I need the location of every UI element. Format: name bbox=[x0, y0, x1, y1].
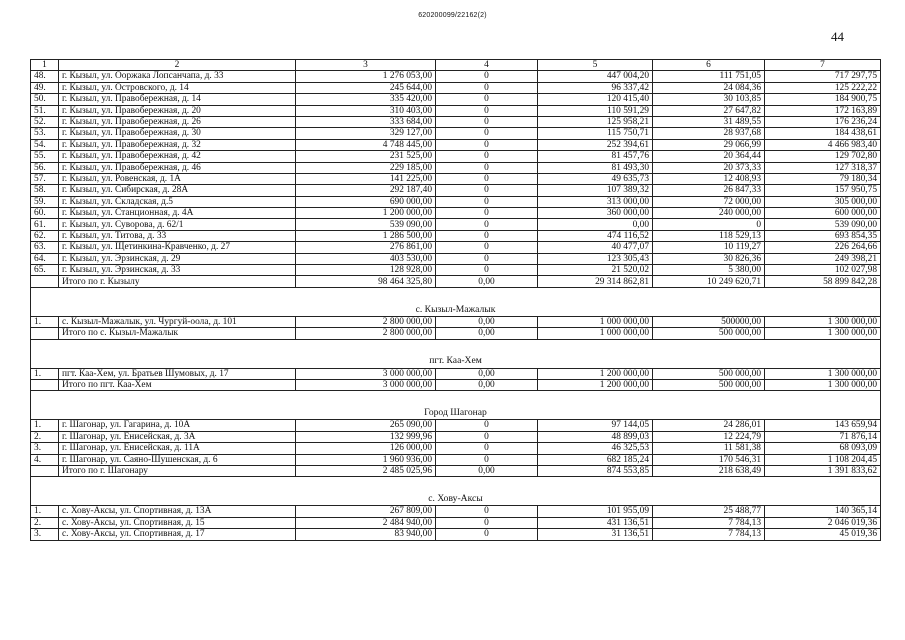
amount-cell: 313 000,00 bbox=[538, 196, 653, 207]
amount-cell: 693 854,35 bbox=[765, 230, 881, 241]
spacer-cell bbox=[31, 339, 881, 356]
address-cell: г. Шагонар, ул. Енисейская, д. 11А bbox=[59, 443, 296, 454]
amount-cell: 79 180,34 bbox=[765, 173, 881, 184]
address-cell: г. Кызыл, ул. Правобережная, д. 32 bbox=[59, 139, 296, 150]
row-number: 3. bbox=[31, 529, 59, 540]
address-cell: г. Кызыл, ул. Эрзинская, д. 29 bbox=[59, 253, 296, 264]
amount-cell: 0 bbox=[436, 151, 538, 162]
address-cell: г. Кызыл, ул. Сибирская, д. 28А bbox=[59, 185, 296, 196]
total-amount-cell: 0,00 bbox=[436, 465, 538, 476]
row-number: 52. bbox=[31, 116, 59, 127]
row-number: 3. bbox=[31, 443, 59, 454]
amount-cell: 1 200 000,00 bbox=[538, 368, 653, 379]
section-spacer bbox=[31, 477, 881, 494]
amount-cell: 0 bbox=[436, 265, 538, 276]
table-row bbox=[31, 517, 881, 528]
amount-cell: 305 000,00 bbox=[765, 196, 881, 207]
table-row bbox=[31, 139, 881, 150]
address-cell: г. Кызыл, ул. Эрзинская, д. 33 bbox=[59, 265, 296, 276]
row-number: 1. bbox=[31, 506, 59, 517]
row-number: 1. bbox=[31, 316, 59, 327]
table-row bbox=[31, 242, 881, 253]
column-number: 5 bbox=[538, 60, 653, 71]
amount-cell: 0,00 bbox=[538, 219, 653, 230]
amount-cell: 0 bbox=[436, 529, 538, 540]
amount-cell: 245 644,00 bbox=[296, 82, 436, 93]
amount-cell: 110 591,29 bbox=[538, 105, 653, 116]
total-amount-cell: 500 000,00 bbox=[653, 328, 765, 339]
amount-cell: 0 bbox=[436, 208, 538, 219]
total-amount-cell: 3 000 000,00 bbox=[296, 379, 436, 390]
amount-cell: 81 493,30 bbox=[538, 162, 653, 173]
amount-cell: 24 084,36 bbox=[653, 82, 765, 93]
amount-cell: 1 108 204,45 bbox=[765, 454, 881, 465]
amount-cell: 157 950,75 bbox=[765, 185, 881, 196]
total-amount-cell: 874 553,85 bbox=[538, 465, 653, 476]
section-heading: с. Хову-Аксы bbox=[31, 493, 881, 506]
total-amount-cell: 0,00 bbox=[436, 328, 538, 339]
address-cell: г. Кызыл, ул. Правобережная, д. 14 bbox=[59, 94, 296, 105]
total-label: Итого по пгт. Каа-Хем bbox=[59, 379, 296, 390]
row-number: 1. bbox=[31, 368, 59, 379]
total-amount-cell: 1 000 000,00 bbox=[538, 328, 653, 339]
amount-cell: 333 684,00 bbox=[296, 116, 436, 127]
row-number: 59. bbox=[31, 196, 59, 207]
address-cell: с. Хову-Аксы, ул. Спортивная, д. 13А bbox=[59, 506, 296, 517]
column-number: 4 bbox=[436, 60, 538, 71]
total-row bbox=[31, 328, 881, 339]
address-cell: с. Хову-Аксы, ул. Спортивная, д. 15 bbox=[59, 517, 296, 528]
amount-cell: 4 748 445,00 bbox=[296, 139, 436, 150]
table-row bbox=[31, 316, 881, 327]
address-cell: г. Кызыл, ул. Суворова, д. 62/1 bbox=[59, 219, 296, 230]
row-number: 1. bbox=[31, 420, 59, 431]
amount-cell: 360 000,00 bbox=[538, 208, 653, 219]
total-amount-cell: 98 464 325,80 bbox=[296, 276, 436, 287]
amount-cell: 20 364,44 bbox=[653, 151, 765, 162]
table-row bbox=[31, 368, 881, 379]
amount-cell: 120 415,40 bbox=[538, 94, 653, 105]
amount-cell: 127 318,37 bbox=[765, 162, 881, 173]
document-id: 620200099/22162(2) bbox=[418, 12, 487, 19]
row-number: 65. bbox=[31, 265, 59, 276]
address-cell: г. Кызыл, ул. Правобережная, д. 20 bbox=[59, 105, 296, 116]
amount-cell: 115 750,71 bbox=[538, 128, 653, 139]
spacer-cell bbox=[31, 477, 881, 494]
amount-cell: 0 bbox=[436, 162, 538, 173]
table-row bbox=[31, 94, 881, 105]
amount-cell: 0 bbox=[436, 242, 538, 253]
address-cell: с. Хову-Аксы, ул. Спортивная, д. 17 bbox=[59, 529, 296, 540]
table-row bbox=[31, 230, 881, 241]
amount-cell: 265 090,00 bbox=[296, 420, 436, 431]
amount-cell: 123 305,43 bbox=[538, 253, 653, 264]
address-cell: г. Кызыл, ул. Ровенская, д. 1А bbox=[59, 173, 296, 184]
amount-cell: 31 489,55 bbox=[653, 116, 765, 127]
table-row bbox=[31, 71, 881, 82]
amount-cell: 24 286,01 bbox=[653, 420, 765, 431]
total-amount-cell: 1 300 000,00 bbox=[765, 379, 881, 390]
amount-cell: 267 809,00 bbox=[296, 506, 436, 517]
amount-cell: 231 525,00 bbox=[296, 151, 436, 162]
table-row bbox=[31, 116, 881, 127]
amount-cell: 126 000,00 bbox=[296, 443, 436, 454]
amount-cell: 48 899,03 bbox=[538, 431, 653, 442]
row-number: 63. bbox=[31, 242, 59, 253]
amount-cell: 28 937,68 bbox=[653, 128, 765, 139]
amount-cell: 2 046 019,36 bbox=[765, 517, 881, 528]
total-label: Итого по с. Кызыл-Мажалык bbox=[59, 328, 296, 339]
table-row bbox=[31, 454, 881, 465]
row-number: 53. bbox=[31, 128, 59, 139]
total-amount-cell: 58 899 842,28 bbox=[765, 276, 881, 287]
amount-cell: 0,00 bbox=[436, 368, 538, 379]
amount-cell: 0 bbox=[436, 185, 538, 196]
amount-cell: 40 477,07 bbox=[538, 242, 653, 253]
section-heading-row bbox=[31, 493, 881, 506]
amount-cell: 7 784,13 bbox=[653, 529, 765, 540]
amount-cell: 71 876,14 bbox=[765, 431, 881, 442]
amount-cell: 170 546,31 bbox=[653, 454, 765, 465]
table-row bbox=[31, 151, 881, 162]
amount-cell: 143 659,94 bbox=[765, 420, 881, 431]
address-cell: г. Кызыл, ул. Титова, д. 33 bbox=[59, 230, 296, 241]
amount-cell: 132 999,96 bbox=[296, 431, 436, 442]
row-number: 64. bbox=[31, 253, 59, 264]
amount-cell: 403 530,00 bbox=[296, 253, 436, 264]
amount-cell: 474 116,52 bbox=[538, 230, 653, 241]
section-heading-row bbox=[31, 407, 881, 420]
amount-cell: 118 529,13 bbox=[653, 230, 765, 241]
total-amount-cell: 0,00 bbox=[436, 379, 538, 390]
row-number: 61. bbox=[31, 219, 59, 230]
amount-cell: 128 928,00 bbox=[296, 265, 436, 276]
amount-cell: 97 144,05 bbox=[538, 420, 653, 431]
amount-cell: 447 004,20 bbox=[538, 71, 653, 82]
row-number: 55. bbox=[31, 151, 59, 162]
row-number: 56. bbox=[31, 162, 59, 173]
table-row bbox=[31, 173, 881, 184]
spacer-cell bbox=[31, 287, 881, 304]
amount-cell: 310 403,00 bbox=[296, 105, 436, 116]
section-spacer bbox=[31, 287, 881, 304]
row-number: 4. bbox=[31, 454, 59, 465]
section-heading: пгт. Каа-Хем bbox=[31, 356, 881, 369]
column-number: 6 bbox=[653, 60, 765, 71]
column-number: 2 bbox=[59, 60, 296, 71]
total-amount-cell: 2 485 025,96 bbox=[296, 465, 436, 476]
amount-cell: 0 bbox=[653, 219, 765, 230]
amount-cell: 2 800 000,00 bbox=[296, 316, 436, 327]
amount-cell: 0 bbox=[436, 454, 538, 465]
total-row bbox=[31, 465, 881, 476]
section-heading: с. Кызыл-Мажалык bbox=[31, 304, 881, 317]
address-cell: г. Шагонар, ул. Енисейская, д. 3А bbox=[59, 431, 296, 442]
address-cell: с. Кызыл-Мажалык, ул. Чургуй-оола, д. 101 bbox=[59, 316, 296, 327]
amount-cell: 500000,00 bbox=[653, 316, 765, 327]
total-row bbox=[31, 276, 881, 287]
amount-cell: 226 264,66 bbox=[765, 242, 881, 253]
row-number: 54. bbox=[31, 139, 59, 150]
row-number: 62. bbox=[31, 230, 59, 241]
amount-cell: 600 000,00 bbox=[765, 208, 881, 219]
row-number: 58. bbox=[31, 185, 59, 196]
amount-cell: 184 438,61 bbox=[765, 128, 881, 139]
budget-table bbox=[30, 59, 881, 541]
amount-cell: 0 bbox=[436, 443, 538, 454]
total-amount-cell: 0,00 bbox=[436, 276, 538, 287]
amount-cell: 4 466 983,40 bbox=[765, 139, 881, 150]
amount-cell: 29 066,99 bbox=[653, 139, 765, 150]
total-amount-cell: 1 300 000,00 bbox=[765, 328, 881, 339]
amount-cell: 3 000 000,00 bbox=[296, 368, 436, 379]
amount-cell: 1 300 000,00 bbox=[765, 316, 881, 327]
amount-cell: 0 bbox=[436, 230, 538, 241]
amount-cell: 1 276 053,00 bbox=[296, 71, 436, 82]
amount-cell: 0 bbox=[436, 82, 538, 93]
total-empty-cell bbox=[31, 328, 59, 339]
page-number: 44 bbox=[831, 29, 844, 44]
total-amount-cell: 2 800 000,00 bbox=[296, 328, 436, 339]
amount-cell: 0 bbox=[436, 420, 538, 431]
amount-cell: 141 225,00 bbox=[296, 173, 436, 184]
amount-cell: 25 488,77 bbox=[653, 506, 765, 517]
amount-cell: 0 bbox=[436, 94, 538, 105]
amount-cell: 249 398,21 bbox=[765, 253, 881, 264]
amount-cell: 12 408,93 bbox=[653, 173, 765, 184]
address-cell: г. Кызыл, ул. Правобережная, д. 46 bbox=[59, 162, 296, 173]
amount-cell: 72 000,00 bbox=[653, 196, 765, 207]
table-row bbox=[31, 253, 881, 264]
amount-cell: 0 bbox=[436, 128, 538, 139]
amount-cell: 68 093,09 bbox=[765, 443, 881, 454]
address-cell: г. Кызыл, ул. Складская, д.5 bbox=[59, 196, 296, 207]
amount-cell: 717 297,75 bbox=[765, 71, 881, 82]
amount-cell: 125 222,22 bbox=[765, 82, 881, 93]
total-empty-cell bbox=[31, 465, 59, 476]
amount-cell: 0 bbox=[436, 105, 538, 116]
amount-cell: 252 394,61 bbox=[538, 139, 653, 150]
amount-cell: 229 185,00 bbox=[296, 162, 436, 173]
amount-cell: 140 365,14 bbox=[765, 506, 881, 517]
amount-cell: 1 000 000,00 bbox=[538, 316, 653, 327]
amount-cell: 125 958,21 bbox=[538, 116, 653, 127]
amount-cell: 101 955,09 bbox=[538, 506, 653, 517]
table-row bbox=[31, 443, 881, 454]
table-row bbox=[31, 219, 881, 230]
total-amount-cell: 29 314 862,81 bbox=[538, 276, 653, 287]
amount-cell: 107 389,32 bbox=[538, 185, 653, 196]
address-cell: г. Кызыл, ул. Островского, д. 14 bbox=[59, 82, 296, 93]
total-row bbox=[31, 379, 881, 390]
amount-cell: 2 484 940,00 bbox=[296, 517, 436, 528]
amount-cell: 0 bbox=[436, 253, 538, 264]
table-row bbox=[31, 506, 881, 517]
amount-cell: 11 581,38 bbox=[653, 443, 765, 454]
table-row bbox=[31, 208, 881, 219]
amount-cell: 46 325,53 bbox=[538, 443, 653, 454]
column-number-row bbox=[31, 60, 881, 71]
table-row bbox=[31, 431, 881, 442]
row-number: 60. bbox=[31, 208, 59, 219]
total-label: Итого по г. Шагонару bbox=[59, 465, 296, 476]
amount-cell: 30 826,36 bbox=[653, 253, 765, 264]
address-cell: г. Кызыл, ул. Станционная, д. 4А bbox=[59, 208, 296, 219]
amount-cell: 1 200 000,00 bbox=[296, 208, 436, 219]
table-row bbox=[31, 265, 881, 276]
amount-cell: 0 bbox=[436, 506, 538, 517]
amount-cell: 30 103,85 bbox=[653, 94, 765, 105]
column-number: 7 bbox=[765, 60, 881, 71]
amount-cell: 102 027,98 bbox=[765, 265, 881, 276]
amount-cell: 0 bbox=[436, 431, 538, 442]
amount-cell: 26 847,33 bbox=[653, 185, 765, 196]
amount-cell: 276 861,00 bbox=[296, 242, 436, 253]
amount-cell: 0 bbox=[436, 71, 538, 82]
amount-cell: 690 000,00 bbox=[296, 196, 436, 207]
amount-cell: 329 127,00 bbox=[296, 128, 436, 139]
total-amount-cell: 10 249 620,71 bbox=[653, 276, 765, 287]
table-row bbox=[31, 82, 881, 93]
amount-cell: 83 940,00 bbox=[296, 529, 436, 540]
address-cell: г. Кызыл, ул. Правобережная, д. 42 bbox=[59, 151, 296, 162]
table-row bbox=[31, 196, 881, 207]
amount-cell: 176 236,24 bbox=[765, 116, 881, 127]
address-cell: г. Шагонар, ул. Гагарина, д. 10А bbox=[59, 420, 296, 431]
amount-cell: 431 136,51 bbox=[538, 517, 653, 528]
amount-cell: 111 751,05 bbox=[653, 71, 765, 82]
amount-cell: 49 635,73 bbox=[538, 173, 653, 184]
row-number: 49. bbox=[31, 82, 59, 93]
amount-cell: 10 119,27 bbox=[653, 242, 765, 253]
amount-cell: 0 bbox=[436, 517, 538, 528]
amount-cell: 292 187,40 bbox=[296, 185, 436, 196]
section-heading-row bbox=[31, 304, 881, 317]
column-number: 3 bbox=[296, 60, 436, 71]
amount-cell: 31 136,51 bbox=[538, 529, 653, 540]
row-number: 50. bbox=[31, 94, 59, 105]
amount-cell: 20 373,33 bbox=[653, 162, 765, 173]
amount-cell: 1 960 936,00 bbox=[296, 454, 436, 465]
amount-cell: 0 bbox=[436, 139, 538, 150]
address-cell: г. Кызыл, ул. Правобережная, д. 30 bbox=[59, 128, 296, 139]
amount-cell: 7 784,13 bbox=[653, 517, 765, 528]
amount-cell: 172 163,89 bbox=[765, 105, 881, 116]
amount-cell: 12 224,79 bbox=[653, 431, 765, 442]
address-cell: г. Кызыл, ул. Щетинкина-Кравченко, д. 27 bbox=[59, 242, 296, 253]
section-heading: Город Шагонар bbox=[31, 407, 881, 420]
amount-cell: 21 520,02 bbox=[538, 265, 653, 276]
amount-cell: 27 647,82 bbox=[653, 105, 765, 116]
amount-cell: 500 000,00 bbox=[653, 368, 765, 379]
row-number: 51. bbox=[31, 105, 59, 116]
section-heading-row bbox=[31, 356, 881, 369]
amount-cell: 0 bbox=[436, 116, 538, 127]
section-spacer bbox=[31, 339, 881, 356]
table-row bbox=[31, 128, 881, 139]
table-row bbox=[31, 420, 881, 431]
address-cell: г. Кызыл, ул. Ооржака Лопсанчапа, д. 33 bbox=[59, 71, 296, 82]
amount-cell: 184 900,75 bbox=[765, 94, 881, 105]
amount-cell: 240 000,00 bbox=[653, 208, 765, 219]
amount-cell: 0,00 bbox=[436, 316, 538, 327]
amount-cell: 682 185,24 bbox=[538, 454, 653, 465]
row-number: 2. bbox=[31, 431, 59, 442]
address-cell: пгт. Каа-Хем, ул. Братьев Шумовых, д. 17 bbox=[59, 368, 296, 379]
row-number: 2. bbox=[31, 517, 59, 528]
amount-cell: 1 286 500,00 bbox=[296, 230, 436, 241]
section-spacer bbox=[31, 391, 881, 408]
total-amount-cell: 500 000,00 bbox=[653, 379, 765, 390]
table-row bbox=[31, 105, 881, 116]
table-row bbox=[31, 185, 881, 196]
amount-cell: 1 300 000,00 bbox=[765, 368, 881, 379]
total-label: Итого по г. Кызылу bbox=[59, 276, 296, 287]
total-amount-cell: 1 391 833,62 bbox=[765, 465, 881, 476]
address-cell: г. Кызыл, ул. Правобережная, д. 26 bbox=[59, 116, 296, 127]
amount-cell: 5 380,00 bbox=[653, 265, 765, 276]
total-amount-cell: 1 200 000,00 bbox=[538, 379, 653, 390]
amount-cell: 81 457,76 bbox=[538, 151, 653, 162]
amount-cell: 0 bbox=[436, 219, 538, 230]
spacer-cell bbox=[31, 391, 881, 408]
amount-cell: 539 090,00 bbox=[765, 219, 881, 230]
table-row bbox=[31, 529, 881, 540]
amount-cell: 0 bbox=[436, 196, 538, 207]
total-empty-cell bbox=[31, 379, 59, 390]
row-number: 48. bbox=[31, 71, 59, 82]
amount-cell: 96 337,42 bbox=[538, 82, 653, 93]
amount-cell: 0 bbox=[436, 173, 538, 184]
amount-cell: 129 702,80 bbox=[765, 151, 881, 162]
total-amount-cell: 218 638,49 bbox=[653, 465, 765, 476]
address-cell: г. Шагонар, ул. Саяно-Шушенская, д. 6 bbox=[59, 454, 296, 465]
column-number: 1 bbox=[31, 60, 59, 71]
total-empty-cell bbox=[31, 276, 59, 287]
amount-cell: 335 420,00 bbox=[296, 94, 436, 105]
amount-cell: 539 090,00 bbox=[296, 219, 436, 230]
amount-cell: 45 019,36 bbox=[765, 529, 881, 540]
table-row bbox=[31, 162, 881, 173]
row-number: 57. bbox=[31, 173, 59, 184]
